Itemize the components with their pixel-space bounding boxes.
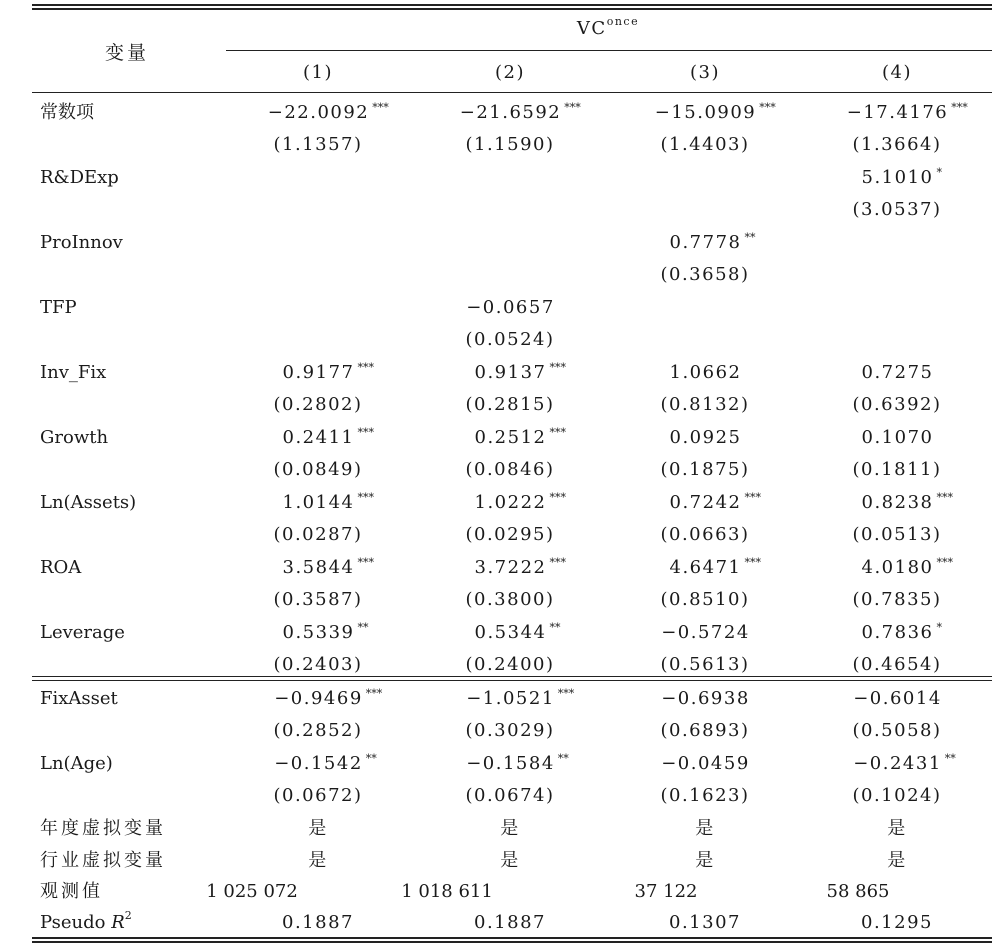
pseudo-r2-var: R	[111, 912, 125, 933]
coefficient-value: 0.8238	[861, 492, 934, 513]
coefficient-value: −0.1542	[274, 753, 363, 774]
dummy-value: 是	[500, 850, 520, 871]
coefficient-value: 0.2411	[282, 427, 355, 448]
coefficient	[847, 102, 976, 126]
row-label: ProInnov	[40, 232, 123, 253]
significance-stars: ***	[549, 426, 566, 439]
row-label: Inv_Fix	[40, 362, 107, 383]
row-label: TFP	[40, 297, 77, 318]
standard-error: (0.2400)	[465, 654, 555, 675]
column-header: (3)	[690, 62, 720, 83]
coefficient	[475, 492, 574, 516]
coefficient-value: −22.0092	[267, 102, 370, 123]
standard-error: (0.6893)	[660, 720, 750, 741]
row-label: Ln(Age)	[40, 753, 113, 774]
dummy-value: 是	[695, 850, 715, 871]
observations-value: 1 018 611	[401, 881, 493, 902]
observations-value: 1 025 072	[206, 881, 298, 902]
standard-error: (0.1623)	[660, 785, 750, 806]
coefficient	[862, 492, 961, 516]
coefficient	[661, 622, 777, 644]
standard-error: (3.0537)	[852, 199, 942, 220]
coefficient-value: 0.9177	[282, 362, 355, 383]
standard-error: (0.0295)	[465, 524, 555, 545]
standard-error: (0.8132)	[660, 394, 750, 415]
coefficient-value: −15.0909	[654, 102, 757, 123]
standard-error: (0.0846)	[465, 459, 555, 480]
coefficient-value: −17.4176	[846, 102, 949, 123]
coefficient-value: −0.9469	[274, 688, 363, 709]
bottom-rule-outer	[32, 937, 992, 939]
coefficient-value: 1.0144	[282, 492, 355, 513]
significance-stars: ***	[357, 426, 374, 439]
group-header-rule	[226, 50, 992, 51]
coefficient	[475, 362, 574, 386]
coefficient-value: 1.0662	[669, 362, 742, 383]
standard-error: (0.3029)	[465, 720, 555, 741]
standard-error: (0.5058)	[852, 720, 942, 741]
standard-error: (0.2403)	[273, 654, 363, 675]
top-rule-outer	[32, 4, 992, 6]
coefficient	[670, 427, 769, 449]
observations-label: 观测值	[40, 881, 103, 902]
coefficient-value: −1.0521	[466, 688, 555, 709]
coefficient-value: −0.1584	[466, 753, 555, 774]
coefficient-value: 0.1070	[861, 427, 934, 448]
coefficient-value: 0.7778	[669, 232, 742, 253]
standard-error: (0.5613)	[660, 654, 750, 675]
coefficient-value: −0.5724	[661, 622, 750, 643]
significance-stars: ***	[936, 491, 953, 504]
standard-error: (0.0849)	[273, 459, 363, 480]
standard-error: (0.2802)	[273, 394, 363, 415]
coefficient	[862, 557, 961, 581]
significance-stars: ***	[759, 101, 776, 114]
significance-stars: *	[936, 166, 942, 179]
coefficient-value: 0.7242	[669, 492, 742, 513]
bottom-rule-inner	[32, 941, 992, 943]
standard-error: (0.0674)	[465, 785, 555, 806]
coefficient	[466, 753, 582, 777]
observations-value: 58 865	[826, 881, 890, 902]
significance-stars: *	[936, 621, 942, 634]
standard-error: (0.1024)	[852, 785, 942, 806]
pseudo-r2-prefix: Pseudo	[40, 912, 112, 933]
standard-error: (0.7835)	[852, 589, 942, 610]
significance-stars: ***	[372, 101, 389, 114]
coefficient	[466, 297, 582, 319]
top-rule-inner	[32, 8, 992, 10]
coefficient-value: 0.7275	[861, 362, 934, 383]
dummy-value: 是	[500, 818, 520, 839]
column-header: (4)	[882, 62, 912, 83]
standard-error: (0.2815)	[465, 394, 555, 415]
coefficient	[283, 557, 382, 581]
standard-error: (0.3658)	[660, 264, 750, 285]
standard-error: (0.8510)	[660, 589, 750, 610]
row-label: FixAsset	[40, 688, 118, 709]
dummy-value: 是	[887, 818, 907, 839]
standard-error: (0.3587)	[273, 589, 363, 610]
standard-error: (1.1357)	[273, 134, 363, 155]
column-header: (2)	[495, 62, 525, 83]
coefficient	[862, 427, 961, 449]
pseudo-r2-value: 0.1307	[669, 912, 741, 933]
coefficient-value: 3.5844	[282, 557, 355, 578]
coefficient	[862, 362, 961, 384]
coefficient-value: −0.6938	[661, 688, 750, 709]
coefficient	[274, 688, 390, 712]
standard-error: (1.4403)	[660, 134, 750, 155]
pseudo-r2-exponent: 2	[124, 909, 132, 922]
standard-error: (0.6392)	[852, 394, 942, 415]
section-rule-outer	[32, 676, 992, 677]
significance-stars: **	[365, 752, 377, 765]
coefficient	[655, 102, 784, 126]
dummy-value: 是	[695, 818, 715, 839]
significance-stars: ***	[549, 556, 566, 569]
coefficient	[661, 753, 777, 775]
coefficient	[283, 622, 382, 646]
coefficient-value: 4.6471	[669, 557, 742, 578]
coefficient-value: 5.1010	[861, 167, 934, 188]
coefficient	[853, 753, 969, 777]
significance-stars: **	[549, 621, 561, 634]
standard-error: (0.0663)	[660, 524, 750, 545]
significance-stars: ***	[564, 101, 581, 114]
variable-header: 变量	[105, 42, 150, 64]
coefficient-value: 0.2512	[474, 427, 547, 448]
coefficient	[475, 622, 574, 646]
coefficient-value: 3.7222	[474, 557, 547, 578]
pseudo-r2-value: 0.1295	[861, 912, 933, 933]
significance-stars: ***	[357, 556, 374, 569]
standard-error: (0.0672)	[273, 785, 363, 806]
coefficient	[475, 557, 574, 581]
standard-error: (0.4654)	[852, 654, 942, 675]
dummy-row-label: 行业虚拟变量	[40, 850, 166, 871]
pseudo-r2-value: 0.1887	[282, 912, 354, 933]
significance-stars: **	[557, 752, 569, 765]
significance-stars: ***	[557, 687, 575, 700]
dummy-value: 是	[887, 850, 907, 871]
coefficient-value: −0.6014	[853, 688, 942, 709]
row-label: Growth	[40, 427, 109, 448]
group-title: VC	[576, 18, 607, 39]
row-label: Ln(Assets)	[40, 492, 137, 513]
header-bottom-rule	[32, 92, 992, 93]
significance-stars: ***	[549, 361, 566, 374]
significance-stars: ***	[951, 101, 968, 114]
coefficient-value: −0.0459	[661, 753, 750, 774]
coefficient-value: −0.2431	[853, 753, 942, 774]
standard-error: (0.0287)	[273, 524, 363, 545]
coefficient-value: 0.5344	[474, 622, 547, 643]
row-label: 常数项	[40, 102, 94, 123]
significance-stars: **	[744, 231, 756, 244]
coefficient-value: −0.0657	[466, 297, 555, 318]
significance-stars: **	[357, 621, 369, 634]
pseudo-r2-value: 0.1887	[474, 912, 546, 933]
coefficient	[670, 557, 769, 581]
coefficient	[460, 102, 589, 126]
standard-error: (0.1811)	[852, 459, 942, 480]
coefficient	[670, 362, 769, 384]
observations-value: 37 122	[634, 881, 698, 902]
standard-error: (1.1590)	[465, 134, 555, 155]
dummy-value: 是	[308, 818, 328, 839]
significance-stars: ***	[549, 491, 566, 504]
row-label: R&DExp	[40, 167, 119, 188]
standard-error: (0.1875)	[660, 459, 750, 480]
coefficient	[466, 688, 582, 712]
coefficient-value: 0.9137	[474, 362, 547, 383]
coefficient	[475, 427, 574, 451]
significance-stars: ***	[744, 491, 761, 504]
coefficient-value: 1.0222	[474, 492, 547, 513]
coefficient	[862, 167, 961, 191]
coefficient	[283, 362, 382, 386]
row-label: ROA	[40, 557, 82, 578]
coefficient	[670, 232, 769, 256]
significance-stars: ***	[744, 556, 761, 569]
coefficient	[268, 102, 397, 126]
coefficient-value: 4.0180	[861, 557, 934, 578]
significance-stars: ***	[357, 361, 374, 374]
standard-error: (0.3800)	[465, 589, 555, 610]
pseudo-r2-label	[40, 909, 132, 936]
section-rule-inner	[32, 680, 992, 681]
coefficient-value: 0.5339	[282, 622, 355, 643]
standard-error: (0.2852)	[273, 720, 363, 741]
coefficient	[283, 492, 382, 516]
group-title-superscript: once	[606, 15, 640, 28]
standard-error: (0.0513)	[852, 524, 942, 545]
significance-stars: ***	[357, 491, 374, 504]
coefficient	[853, 688, 969, 710]
coefficient	[283, 427, 382, 451]
dummy-value: 是	[308, 850, 328, 871]
standard-error: (1.3664)	[852, 134, 942, 155]
group-header	[576, 15, 640, 42]
dummy-row-label: 年度虚拟变量	[40, 818, 166, 839]
coefficient-value: −21.6592	[459, 102, 562, 123]
coefficient	[661, 688, 777, 710]
coefficient-value: 0.7836	[861, 622, 934, 643]
column-header: (1)	[303, 62, 333, 83]
significance-stars: ***	[365, 687, 383, 700]
coefficient-value: 0.0925	[669, 427, 742, 448]
significance-stars: **	[944, 752, 956, 765]
coefficient	[274, 753, 390, 777]
row-label: Leverage	[40, 622, 125, 643]
coefficient	[862, 622, 961, 646]
significance-stars: ***	[936, 556, 953, 569]
standard-error: (0.0524)	[465, 329, 555, 350]
coefficient	[670, 492, 769, 516]
